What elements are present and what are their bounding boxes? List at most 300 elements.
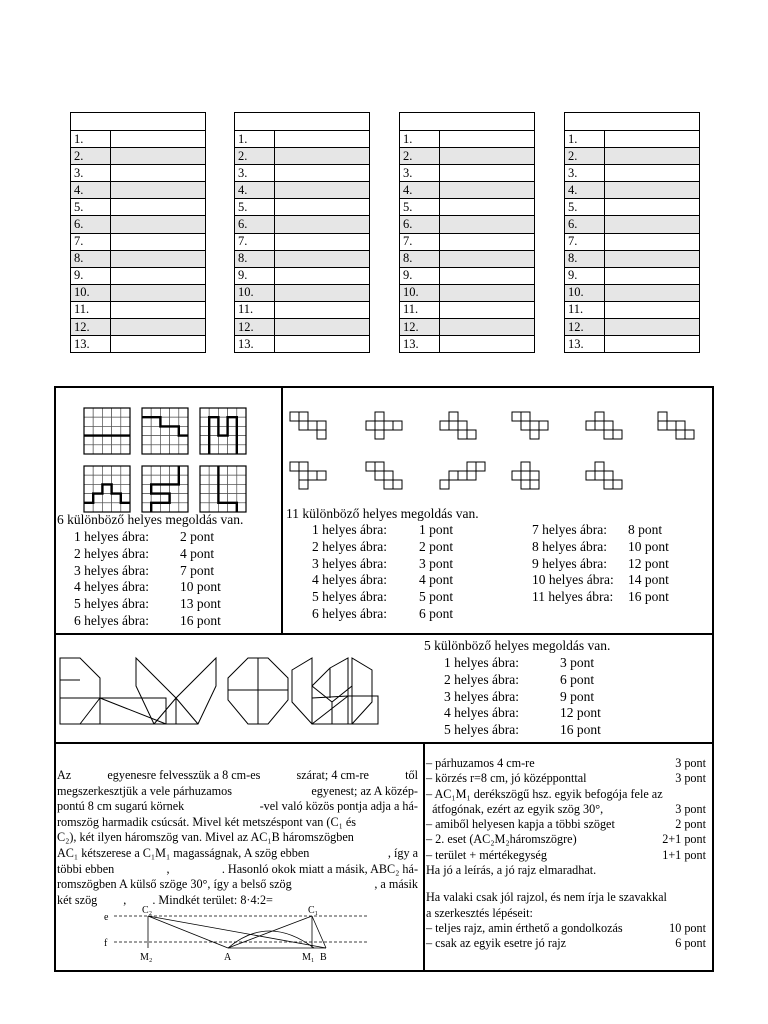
row-number: 2. <box>235 148 275 165</box>
answer-row <box>71 267 206 284</box>
row-number: 7. <box>235 233 275 250</box>
solution-segment: -vel való közös pontja adja a há- <box>259 799 418 814</box>
rubric-text: Ha valaki csak jól rajzol, és nem írja le szavakkal <box>426 890 667 905</box>
answer-cell <box>275 165 370 182</box>
hexomino-net <box>586 412 622 439</box>
row-number: 13. <box>235 336 275 353</box>
row-number: 1. <box>565 131 605 148</box>
score-label: 2 helyes ábra: <box>74 545 149 561</box>
answer-cell <box>111 233 206 250</box>
row-number: 6. <box>400 216 440 233</box>
rubric-text: – párhuzamos 4 cm-re <box>426 756 535 770</box>
row-number: 8. <box>71 250 111 267</box>
score-points: 2 pont <box>419 538 454 554</box>
answer-cell <box>111 148 206 165</box>
answer-cell <box>605 301 700 318</box>
row-number: 12. <box>400 319 440 336</box>
task4-solution-text <box>57 768 418 908</box>
rubric-text: – csak az egyik esetre jó rajz <box>426 936 567 951</box>
rubric-text: Ha jó a leírás, a jó rajz elmaradhat. <box>426 863 597 878</box>
answer-cell <box>605 250 700 267</box>
answer-row <box>565 131 700 148</box>
answer-row <box>235 165 370 182</box>
solution-segment: egyenest; az A közép- <box>311 783 418 798</box>
answer-row <box>400 301 535 318</box>
answer-row <box>400 284 535 301</box>
row-number: 2. <box>71 148 111 165</box>
hexomino-net <box>440 462 485 489</box>
solution-segment: . Mindkét terület: 8·4:2= <box>152 892 273 907</box>
row-number: 13. <box>400 336 440 353</box>
rubric-points: 2+1 pont <box>662 832 706 847</box>
answer-cell <box>275 182 370 199</box>
solution-segment: pontú 8 cm sugarú körnek <box>57 799 185 814</box>
answer-cell <box>605 131 700 148</box>
answer-cell <box>111 336 206 353</box>
answer-row <box>235 233 370 250</box>
row-number: 11. <box>400 301 440 318</box>
answer-cell <box>440 267 535 284</box>
row-number: 8. <box>235 250 275 267</box>
answer-row <box>71 148 206 165</box>
score-points: 8 pont <box>628 522 663 537</box>
answer-cell <box>275 336 370 353</box>
answer-row <box>71 250 206 267</box>
row-number: 6. <box>235 216 275 233</box>
table-header-row <box>71 113 206 131</box>
answer-row <box>400 216 535 233</box>
row-number: 5. <box>400 199 440 216</box>
answer-row <box>235 319 370 336</box>
score-label: 7 helyes ábra: <box>532 522 607 537</box>
score-points: 12 pont <box>560 705 601 721</box>
row-number: 11. <box>71 301 111 318</box>
answer-cell <box>440 336 535 353</box>
answer-row <box>71 336 206 353</box>
row-number: 4. <box>565 182 605 199</box>
rubric-text: – amiből helyesen kapja a többi szöget <box>426 817 615 832</box>
score-row <box>444 655 601 672</box>
rubric-points: 2 pont <box>675 817 706 832</box>
rubric-text: – teljes rajz, amin érthető a gondolkozás <box>426 920 623 935</box>
row-number: 6. <box>565 216 605 233</box>
answer-table-1 <box>70 112 206 353</box>
label-c1: C₁ <box>308 905 319 916</box>
score-points: 14 pont <box>628 572 669 588</box>
score-row <box>74 579 221 596</box>
task1-score-table <box>74 529 221 630</box>
solution-segment: AC₁ kétszerese a C₁M₁ magasságnak, A szög ebben <box>57 845 310 860</box>
grid-figure <box>84 466 130 512</box>
row-number: 2. <box>400 148 440 165</box>
solution-segment: többi ebben <box>57 861 115 876</box>
score-label: 6 helyes ábra: <box>312 605 387 621</box>
score-label: 6 helyes ábra: <box>74 612 149 628</box>
row-number: 10. <box>71 284 111 301</box>
rubric-text: – AC₁M₁ derékszögű hsz. egyik befogója fele az <box>426 786 663 801</box>
score-points: 13 pont <box>180 596 221 612</box>
answer-row <box>400 182 535 199</box>
hexomino-net <box>290 462 326 489</box>
column-divider <box>423 742 425 970</box>
answer-row <box>71 301 206 318</box>
task3-figure-1 <box>60 658 166 724</box>
answer-row <box>71 284 206 301</box>
answer-row <box>565 182 700 199</box>
rubric-points: 10 pont <box>669 920 706 935</box>
rubric-item <box>426 936 706 951</box>
answer-row <box>71 165 206 182</box>
answer-cell <box>605 233 700 250</box>
label-m1: M₁ <box>302 952 315 963</box>
hexomino-net <box>366 412 402 439</box>
answer-cell <box>275 284 370 301</box>
row-number: 1. <box>235 131 275 148</box>
row-number: 4. <box>235 182 275 199</box>
answer-cell <box>605 319 700 336</box>
table-header-row <box>400 113 535 131</box>
rubric-points: 3 pont <box>675 771 706 786</box>
hexomino-net <box>290 412 326 439</box>
hexomino-net <box>586 462 622 489</box>
score-points: 1 pont <box>419 522 454 537</box>
solution-segment: egyenesre felvesszük a 8 cm-es <box>107 768 261 782</box>
task1-heading: 6 különböző helyes megoldás van. <box>57 512 244 527</box>
grid-figure <box>200 408 246 454</box>
table-header-cell <box>565 113 700 131</box>
answer-cell <box>440 233 535 250</box>
answer-row <box>235 199 370 216</box>
column-divider <box>281 388 283 633</box>
row-number: 1. <box>71 131 111 148</box>
rubric-item <box>426 771 706 786</box>
solution-segment: megszerkesztjük a vele párhuzamos <box>57 783 232 798</box>
grid-figure <box>142 408 188 454</box>
score-row <box>444 689 601 706</box>
row-number: 4. <box>71 182 111 199</box>
solution-line <box>57 799 418 815</box>
grid-figure <box>200 466 246 512</box>
score-label: 1 helyes ábra: <box>74 529 149 544</box>
section-divider <box>56 742 712 744</box>
score-label: 3 helyes ábra: <box>444 688 519 704</box>
rubric-item <box>426 906 706 921</box>
row-number: 9. <box>565 267 605 284</box>
rubric-points: 3 pont <box>675 801 706 816</box>
answer-row <box>235 301 370 318</box>
row-number: 10. <box>235 284 275 301</box>
row-number: 6. <box>71 216 111 233</box>
answer-row <box>235 131 370 148</box>
rubric-item <box>426 817 706 832</box>
score-points: 10 pont <box>628 538 669 554</box>
score-points: 6 pont <box>560 671 595 687</box>
row-number: 5. <box>71 199 111 216</box>
answer-cell <box>605 267 700 284</box>
answer-row <box>235 216 370 233</box>
row-number: 9. <box>71 267 111 284</box>
score-row <box>74 563 221 580</box>
answer-row <box>71 199 206 216</box>
score-row <box>74 613 221 630</box>
task4-construction-figure <box>100 904 370 962</box>
solution-line <box>57 862 418 878</box>
answer-row <box>565 199 700 216</box>
answer-cell <box>440 199 535 216</box>
answer-row <box>400 267 535 284</box>
row-number: 10. <box>565 284 605 301</box>
row-number: 5. <box>565 199 605 216</box>
answer-cell <box>440 319 535 336</box>
score-label: 4 helyes ábra: <box>312 572 387 588</box>
rubric-item <box>426 802 706 817</box>
answer-row <box>565 267 700 284</box>
rubric-item <box>426 890 706 905</box>
answer-row <box>400 165 535 182</box>
task2-heading: 11 különböző helyes megoldás van. <box>286 506 479 521</box>
score-row <box>444 705 601 722</box>
answer-row <box>235 284 370 301</box>
rubric-text: átfogónak, ezért az egyik szög 30°, <box>426 801 604 816</box>
row-number: 12. <box>565 319 605 336</box>
label-c2: C₂ <box>142 905 153 916</box>
answer-cell <box>111 250 206 267</box>
answer-cell <box>111 182 206 199</box>
score-label: 10 helyes ábra: <box>532 572 614 588</box>
task3-octagon-figures <box>58 656 378 726</box>
row-number: 4. <box>400 182 440 199</box>
rubric-item <box>426 832 706 847</box>
solution-segment: , a másik <box>374 877 418 892</box>
score-row <box>312 539 453 556</box>
row-number: 7. <box>565 233 605 250</box>
answer-cell <box>440 216 535 233</box>
score-row <box>532 589 669 606</box>
answer-row <box>71 216 206 233</box>
rubric-text: – terület + mértékegység <box>426 847 547 862</box>
table-header-cell <box>235 113 370 131</box>
answer-cell <box>111 284 206 301</box>
answer-row <box>565 284 700 301</box>
answer-cell <box>605 336 700 353</box>
answer-row <box>400 199 535 216</box>
hexomino-net <box>366 462 402 489</box>
answer-cell <box>275 148 370 165</box>
task1-grid-figures <box>84 408 254 512</box>
solution-segment: , <box>123 892 127 907</box>
solution-segment: szárat; 4 cm-re <box>296 768 369 782</box>
row-number: 7. <box>71 233 111 250</box>
answer-row <box>235 182 370 199</box>
score-points: 3 pont <box>419 555 454 571</box>
solution-segment: . Hasonló okok miatt a másik, ABC₂ há- <box>221 861 418 876</box>
answer-row <box>235 336 370 353</box>
row-number: 3. <box>400 165 440 182</box>
row-number: 3. <box>235 165 275 182</box>
rubric-text: – 2. eset (AC₂M₂háromszögre) <box>426 832 577 847</box>
score-points: 16 pont <box>560 722 601 738</box>
solution-line <box>57 846 418 862</box>
answer-cell <box>605 216 700 233</box>
label-a: A <box>224 952 232 963</box>
answer-cell <box>440 284 535 301</box>
score-row <box>74 546 221 563</box>
score-points: 9 pont <box>560 688 595 704</box>
answer-cell <box>605 182 700 199</box>
score-label: 4 helyes ábra: <box>444 705 519 721</box>
answer-row <box>565 148 700 165</box>
row-number: 11. <box>235 301 275 318</box>
hexomino-net <box>512 412 548 439</box>
score-points: 10 pont <box>180 579 221 595</box>
score-label: 3 helyes ábra: <box>74 562 149 578</box>
answer-cell <box>111 216 206 233</box>
rubric-item <box>426 878 706 890</box>
solution-segment: C₂), két ilyen háromszög van. Mivel az AC₁B háromszögben <box>57 830 354 845</box>
row-number: 9. <box>235 267 275 284</box>
answer-row <box>565 165 700 182</box>
score-points: 7 pont <box>180 562 215 578</box>
score-label: 4 helyes ábra: <box>74 579 149 595</box>
label-e: e <box>104 912 109 923</box>
solution-line <box>57 815 418 831</box>
rubric-points: 3 pont <box>675 756 706 770</box>
answer-cell <box>275 131 370 148</box>
row-number: 12. <box>71 319 111 336</box>
score-label: 5 helyes ábra: <box>312 589 387 605</box>
answer-row <box>400 148 535 165</box>
score-row <box>312 522 453 539</box>
answer-cell <box>440 131 535 148</box>
answer-row <box>400 319 535 336</box>
answer-cell <box>605 165 700 182</box>
answer-cell <box>440 165 535 182</box>
rubric-item <box>426 863 706 878</box>
answer-row <box>400 131 535 148</box>
answer-row <box>565 319 700 336</box>
row-number: 3. <box>71 165 111 182</box>
answer-row <box>235 250 370 267</box>
answer-cell <box>440 301 535 318</box>
score-row <box>74 596 221 613</box>
score-label: 2 helyes ábra: <box>312 538 387 554</box>
table-header-row <box>235 113 370 131</box>
task3-score-table <box>444 655 601 739</box>
hexomino-net <box>658 412 694 439</box>
task3-figure-3 <box>228 658 288 724</box>
score-label: 5 helyes ábra: <box>74 596 149 612</box>
answer-row <box>565 336 700 353</box>
label-m2: M₂ <box>140 952 153 963</box>
solution-line <box>57 768 418 784</box>
solution-segment: két szög <box>57 892 98 907</box>
answer-row <box>565 216 700 233</box>
rubric-item <box>426 787 706 802</box>
answer-row <box>400 336 535 353</box>
answer-cell <box>111 165 206 182</box>
row-number: 12. <box>235 319 275 336</box>
label-b: B <box>320 952 327 963</box>
answer-cell <box>275 250 370 267</box>
rubric-text: – körzés r=8 cm, jó középponttal <box>426 771 587 786</box>
answer-cell <box>440 148 535 165</box>
answer-row <box>400 233 535 250</box>
answer-cell <box>605 284 700 301</box>
answer-row <box>565 301 700 318</box>
row-number: 11. <box>565 301 605 318</box>
rubric-item <box>426 756 706 771</box>
label-f: f <box>104 938 108 949</box>
row-number: 13. <box>71 336 111 353</box>
answer-cell <box>111 301 206 318</box>
row-number: 3. <box>565 165 605 182</box>
score-label: 2 helyes ábra: <box>444 671 519 687</box>
row-number: 9. <box>400 267 440 284</box>
answer-cell <box>111 267 206 284</box>
rubric-points: 6 pont <box>675 936 706 951</box>
grid-figure <box>142 466 188 512</box>
task2-net-figures <box>290 412 710 502</box>
score-row <box>74 529 221 546</box>
rubric-points: 1+1 pont <box>662 847 706 862</box>
row-number: 10. <box>400 284 440 301</box>
answer-row <box>71 131 206 148</box>
score-label: 5 helyes ábra: <box>444 722 519 738</box>
row-number: 2. <box>565 148 605 165</box>
answer-row <box>235 267 370 284</box>
score-label: 3 helyes ábra: <box>312 555 387 571</box>
answer-row <box>400 250 535 267</box>
score-label: 9 helyes ábra: <box>532 555 607 571</box>
task3-heading: 5 különböző helyes megoldás van. <box>424 638 611 653</box>
rubric-text: a szerkesztés lépéseit: <box>426 905 533 920</box>
task4-rubric <box>426 756 706 952</box>
score-row <box>532 539 669 556</box>
answer-cell <box>111 131 206 148</box>
solution-segment: romszögben A külső szöge 30°, így a belső szög <box>57 877 292 892</box>
grid-figure <box>84 408 130 454</box>
score-label: 11 helyes ábra: <box>532 589 614 605</box>
score-row <box>312 572 453 589</box>
table-header-cell <box>71 113 206 131</box>
answer-cell <box>440 182 535 199</box>
score-points: 5 pont <box>419 589 454 605</box>
solution-segment: , <box>166 861 170 876</box>
score-label: 1 helyes ábra: <box>444 655 519 670</box>
row-number: 7. <box>400 233 440 250</box>
solution-line <box>57 877 418 893</box>
answer-cell <box>111 319 206 336</box>
row-number: 8. <box>565 250 605 267</box>
score-row <box>444 672 601 689</box>
score-points: 3 pont <box>560 655 595 670</box>
rubric-item <box>426 848 706 863</box>
row-number: 13. <box>565 336 605 353</box>
answer-cell <box>440 250 535 267</box>
answer-row <box>565 250 700 267</box>
score-row <box>312 556 453 573</box>
answer-cell <box>275 216 370 233</box>
solution-line <box>57 784 418 800</box>
answer-row <box>71 182 206 199</box>
task2-score-table-right <box>532 522 669 606</box>
score-row <box>532 572 669 589</box>
score-row <box>312 589 453 606</box>
score-row <box>312 606 453 623</box>
answer-cell <box>275 319 370 336</box>
answer-cell <box>275 233 370 250</box>
answer-table-4 <box>564 112 700 353</box>
